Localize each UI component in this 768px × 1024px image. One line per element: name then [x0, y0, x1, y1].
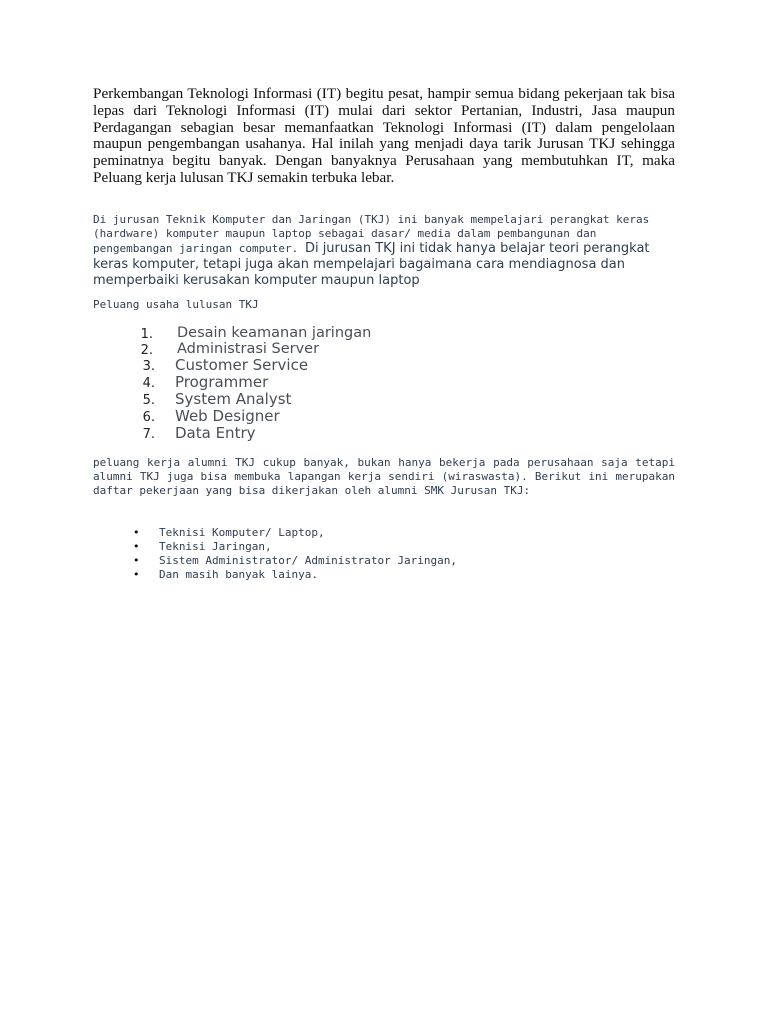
peluang-kerja-paragraph: peluang kerja alumni TKJ cukup banyak, bukan hanya bekerja pada perusahaan saja tetapi alumni TKJ juga bisa membuka lapangan kerja sendiri (wiraswasta). Berikut ini merupakan daftar pekerjaan yang bisa dikerjakan oleh alumni SMK Jurusan TKJ:	[93, 455, 675, 497]
list-item	[93, 357, 675, 374]
list-item	[93, 325, 675, 341]
peluang-usaha-heading: Peluang usaha lulusan TKJ	[93, 297, 259, 311]
list-item	[93, 568, 675, 582]
jurusan-sans-text: Di jurusan TKJ ini tidak hanya belajar teori perangkat keras komputer, tetapi juga akan mempelajari bagaimana cara mendiagnosa dan memperbaiki kerusakan komputer maupun laptop	[93, 240, 650, 288]
list-item	[93, 425, 675, 442]
list-number: 5.	[142, 392, 155, 408]
bullet-icon: •	[133, 553, 140, 567]
list-item-label: Administrasi Server	[177, 340, 320, 357]
intro-paragraph: Perkembangan Teknologi Informasi (IT) begitu pesat, hampir semua bidang pekerjaan tak bisa lepas dari Teknologi Informasi (IT) mulai dari sektor Pertanian, Industri, Jasa maupun Perdagangan sebagian besar memanfaatkan Teknologi Informasi (IT) dalam pengelolaan maupun pengembangan usahanya. Hal inilah yang menjadi daya tarik Jurusan TKJ sehingga peminatnya begitu banyak. Dengan banyaknya Perusahaan yang membutuhkan IT, maka Peluang kerja lulusan TKJ semakin terbuka lebar.	[93, 85, 675, 186]
list-item-label: Web Designer	[175, 406, 280, 425]
pekerjaan-list	[93, 526, 675, 582]
list-item-label: Desain keamanan jaringan	[177, 324, 372, 341]
list-number: 3.	[142, 358, 155, 374]
bullet-icon: •	[133, 539, 140, 553]
document-page	[93, 86, 675, 582]
list-item-label: Dan masih banyak lainya.	[159, 567, 318, 581]
list-item	[93, 391, 675, 408]
list-item	[93, 540, 675, 554]
list-item-label: Customer Service	[175, 355, 309, 374]
list-item-label: Data Entry	[175, 423, 256, 442]
list-item-label: Teknisi Komputer/ Laptop,	[159, 525, 325, 539]
list-item-label: Teknisi Jaringan,	[159, 539, 272, 553]
list-number: 1.	[140, 326, 153, 342]
list-item	[93, 526, 675, 540]
list-item	[93, 554, 675, 568]
list-number: 2.	[140, 342, 153, 358]
list-item-label: Sistem Administrator/ Administrator Jaringan,	[159, 553, 458, 567]
bullet-icon: •	[133, 567, 140, 581]
list-item-label: System Analyst	[175, 389, 292, 408]
jurusan-mono-text: Di jurusan Teknik Komputer dan Jaringan (TKJ) ini banyak mempelajari perangkat keras (hardware) komputer maupun laptop sebagai dasar/ media dalam pembangunan dan pengembangan jaringan computer.	[93, 212, 650, 255]
list-item	[93, 341, 675, 357]
list-item	[93, 408, 675, 425]
list-item-label: Programmer	[175, 372, 269, 391]
jurusan-paragraph	[93, 213, 675, 289]
bullet-icon: •	[133, 525, 140, 539]
list-number: 6.	[142, 409, 155, 425]
list-number: 4.	[142, 375, 155, 391]
peluang-usaha-list	[93, 325, 675, 442]
list-item	[93, 374, 675, 391]
list-number: 7.	[142, 426, 155, 442]
